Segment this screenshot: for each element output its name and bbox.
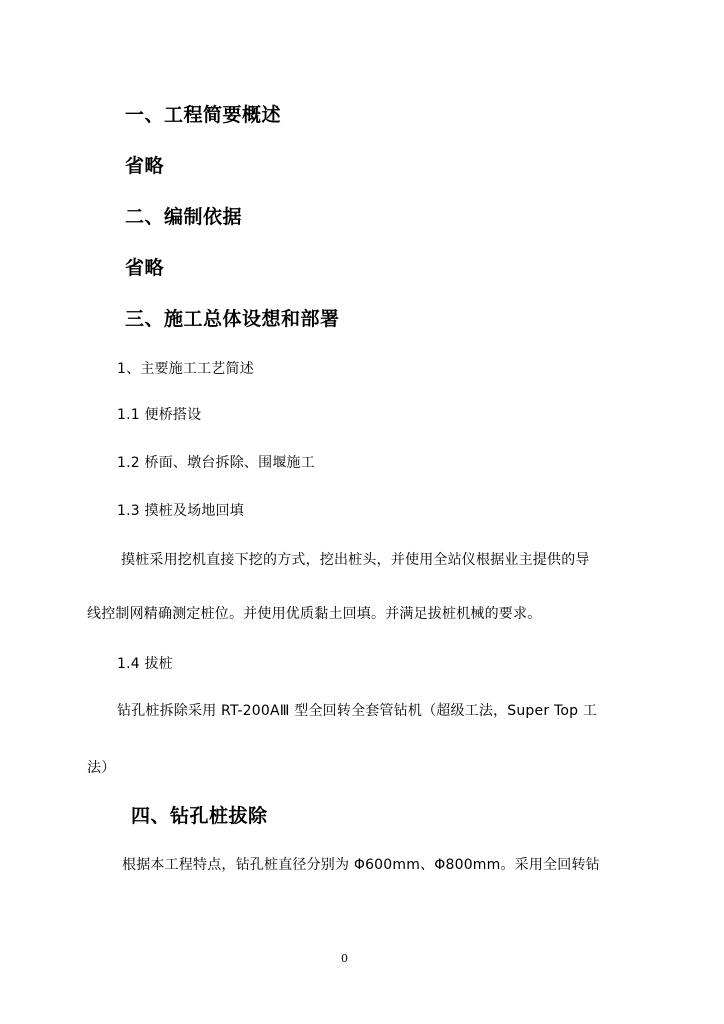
section-1-title: 1、主要施工工艺简述 <box>117 361 254 377</box>
page-number: 0 <box>341 952 348 965</box>
heading-pile-removal: 四、钻孔桩拔除 <box>131 805 268 827</box>
pile-removal-paragraph-line-1: 根据本工程特点，钻孔桩直径分别为 Φ600mm、Φ800mm。采用全回转钻 <box>122 857 600 873</box>
section-1-3-paragraph-line-2: 线控制网精确测定桩位。并使用优质黏土回填。并满足拔桩机械的要求。 <box>87 606 542 622</box>
section-1-4-paragraph-line-2: 法） <box>87 760 116 776</box>
heading-construction-plan: 三、施工总体设想和部署 <box>125 308 340 330</box>
heading-project-overview: 一、工程简要概述 <box>125 104 282 126</box>
section-1-4-title: 1.4 拔桩 <box>117 656 173 672</box>
section-1-3-paragraph-line-1: 摸桩采用挖机直接下挖的方式，挖出桩头，并使用全站仪根据业主提供的导 <box>121 552 590 568</box>
heading-compilation-basis-body: 省略 <box>125 257 165 279</box>
section-1-4-paragraph-line-1: 钻孔桩拆除采用 RT-200AⅢ 型全回转全套管钻机（超级工法，Super Top 工 <box>117 703 598 719</box>
section-1-2-title: 1.2 桥面、墩台拆除、围堰施工 <box>117 455 315 471</box>
section-1-3-title: 1.3 摸桩及场地回填 <box>117 503 244 519</box>
heading-project-overview-body: 省略 <box>125 155 165 177</box>
section-1-1-title: 1.1 便桥搭设 <box>117 407 202 423</box>
heading-compilation-basis: 二、编制依据 <box>125 206 243 228</box>
